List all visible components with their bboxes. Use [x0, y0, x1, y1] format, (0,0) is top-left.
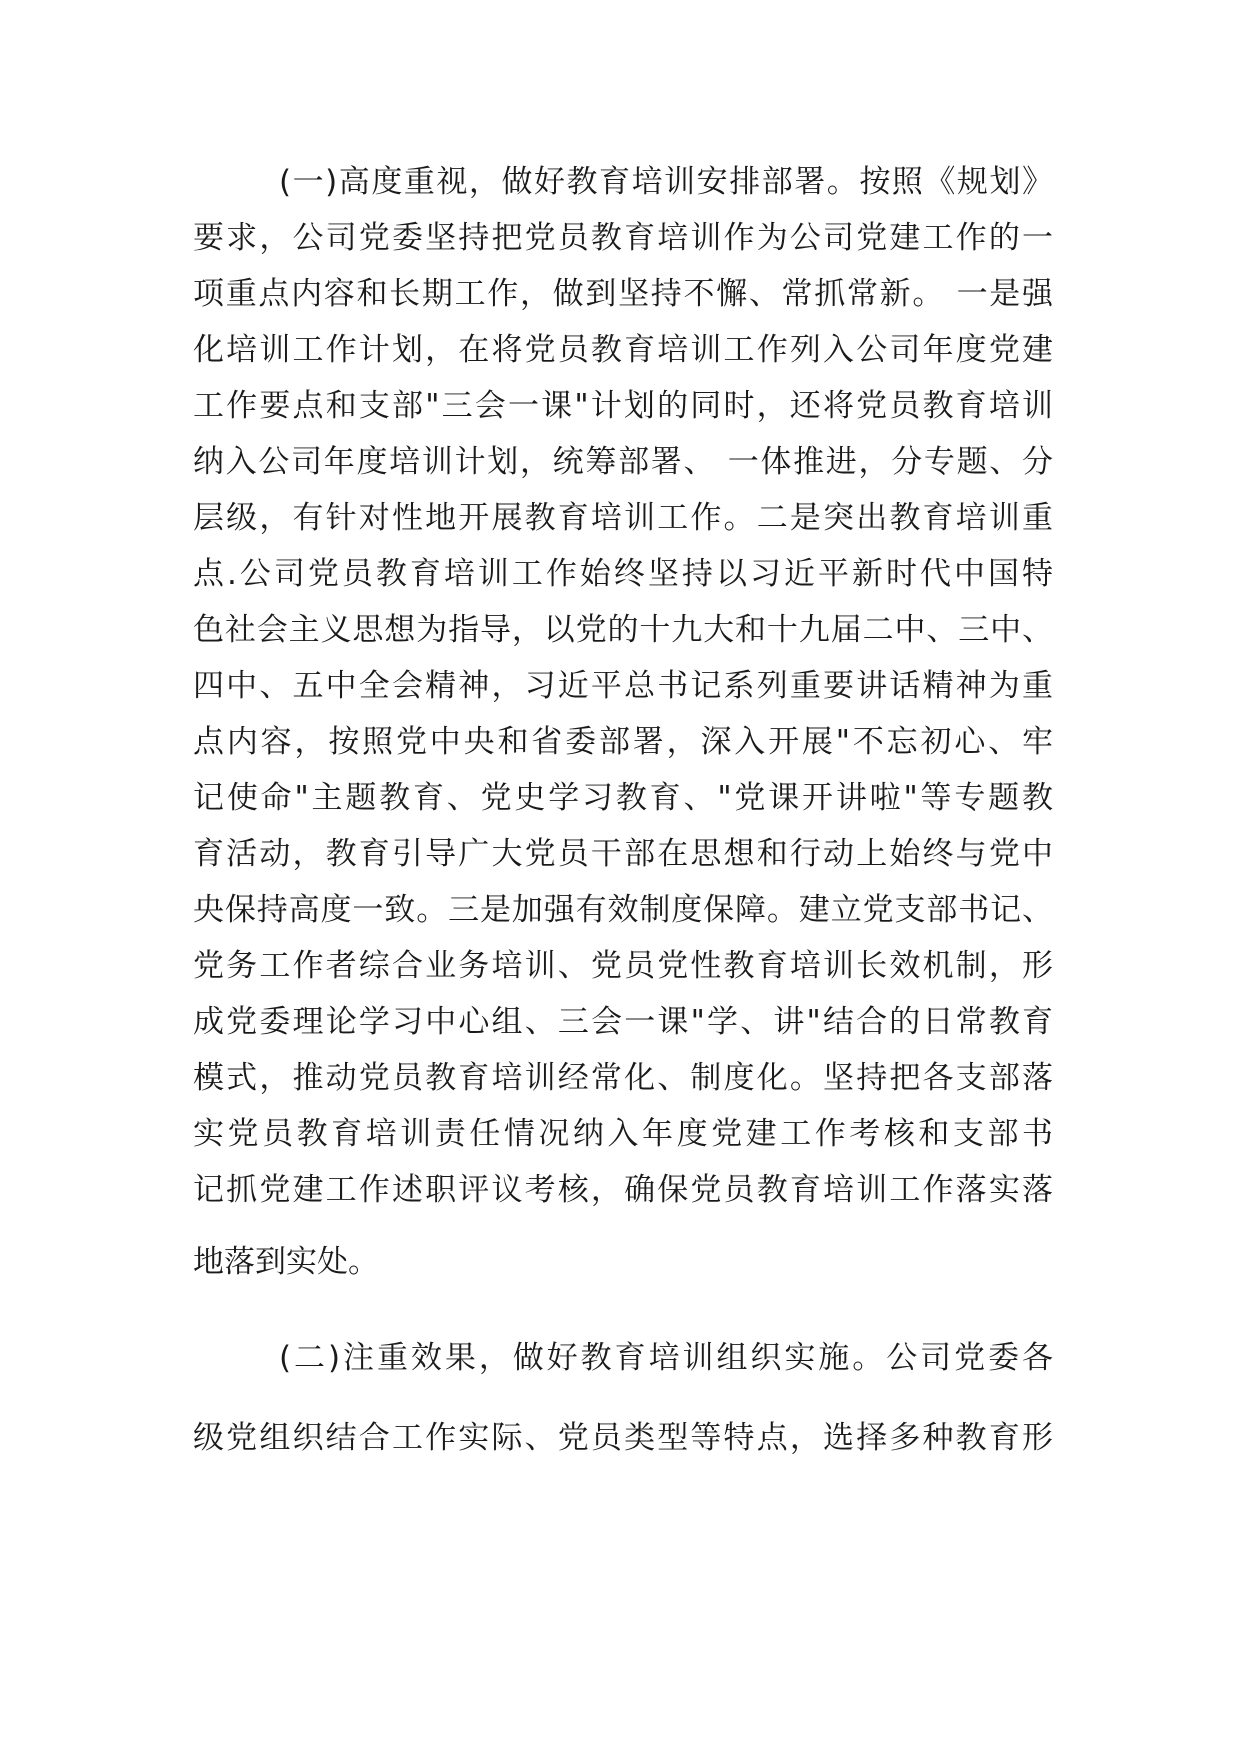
paragraph-line: 工作要点和支部"三会一课"计划的同时，还将党员教育培训	[193, 388, 1053, 424]
paragraph-line: 层级，有针对性地开展教育培训工作。二是突出教育培训重	[193, 500, 1053, 536]
paragraph-line: 成党委理论学习中心组、三会一课"学、讲"结合的日常教育	[193, 1004, 1053, 1040]
paragraph-line: 地落到实处。	[193, 1244, 379, 1280]
paragraph-line: 要求，公司党委坚持把党员教育培训作为公司党建工作的一	[193, 220, 1053, 256]
paragraph-line: 育活动，教育引导广大党员干部在思想和行动上始终与党中	[193, 836, 1053, 872]
paragraph-line: 实党员教育培训责任情况纳入年度党建工作考核和支部书	[193, 1116, 1053, 1152]
paragraph-line: 级党组织结合工作实际、党员类型等特点，选择多种教育形	[193, 1420, 1053, 1456]
document-body	[193, 154, 1053, 1466]
paragraph-line: 项重点内容和长期工作，做到坚持不懈、常抓常新。 一是强	[193, 276, 1053, 312]
paragraph-2	[193, 1330, 1053, 1466]
paragraph-line: 点内容，按照党中央和省委部署，深入开展"不忘初心、牢	[193, 724, 1053, 760]
paragraph-line: 党务工作者综合业务培训、党员党性教育培训长效机制，形	[193, 948, 1053, 984]
paragraph-line: (一)高度重视，做好教育培训安排部署。按照《规划》	[279, 164, 1053, 200]
paragraph-line: (二)注重效果，做好教育培训组织实施。公司党委各	[279, 1340, 1053, 1376]
paragraph-line: 四中、五中全会精神，习近平总书记系列重要讲话精神为重	[193, 668, 1053, 704]
paragraph-line: 化培训工作计划，在将党员教育培训工作列入公司年度党建	[193, 332, 1053, 368]
paragraph-line: 模式，推动党员教育培训经常化、制度化。坚持把各支部落	[193, 1060, 1053, 1096]
paragraph-line: 纳入公司年度培训计划，统筹部署、 一体推进，分专题、分	[193, 444, 1053, 480]
paragraph-line: 色社会主义思想为指导，以党的十九大和十九届二中、三中、	[193, 612, 1053, 648]
paragraph-line: 点.公司党员教育培训工作始终坚持以习近平新时代中国特	[193, 556, 1053, 592]
paragraph-line: 央保持高度一致。三是加强有效制度保障。建立党支部书记、	[193, 892, 1053, 928]
paragraph-line: 记抓党建工作述职评议考核，确保党员教育培训工作落实落	[193, 1172, 1053, 1208]
paragraph-1	[193, 154, 1053, 1290]
paragraph-line: 记使命"主题教育、党史学习教育、"党课开讲啦"等专题教	[193, 780, 1053, 816]
